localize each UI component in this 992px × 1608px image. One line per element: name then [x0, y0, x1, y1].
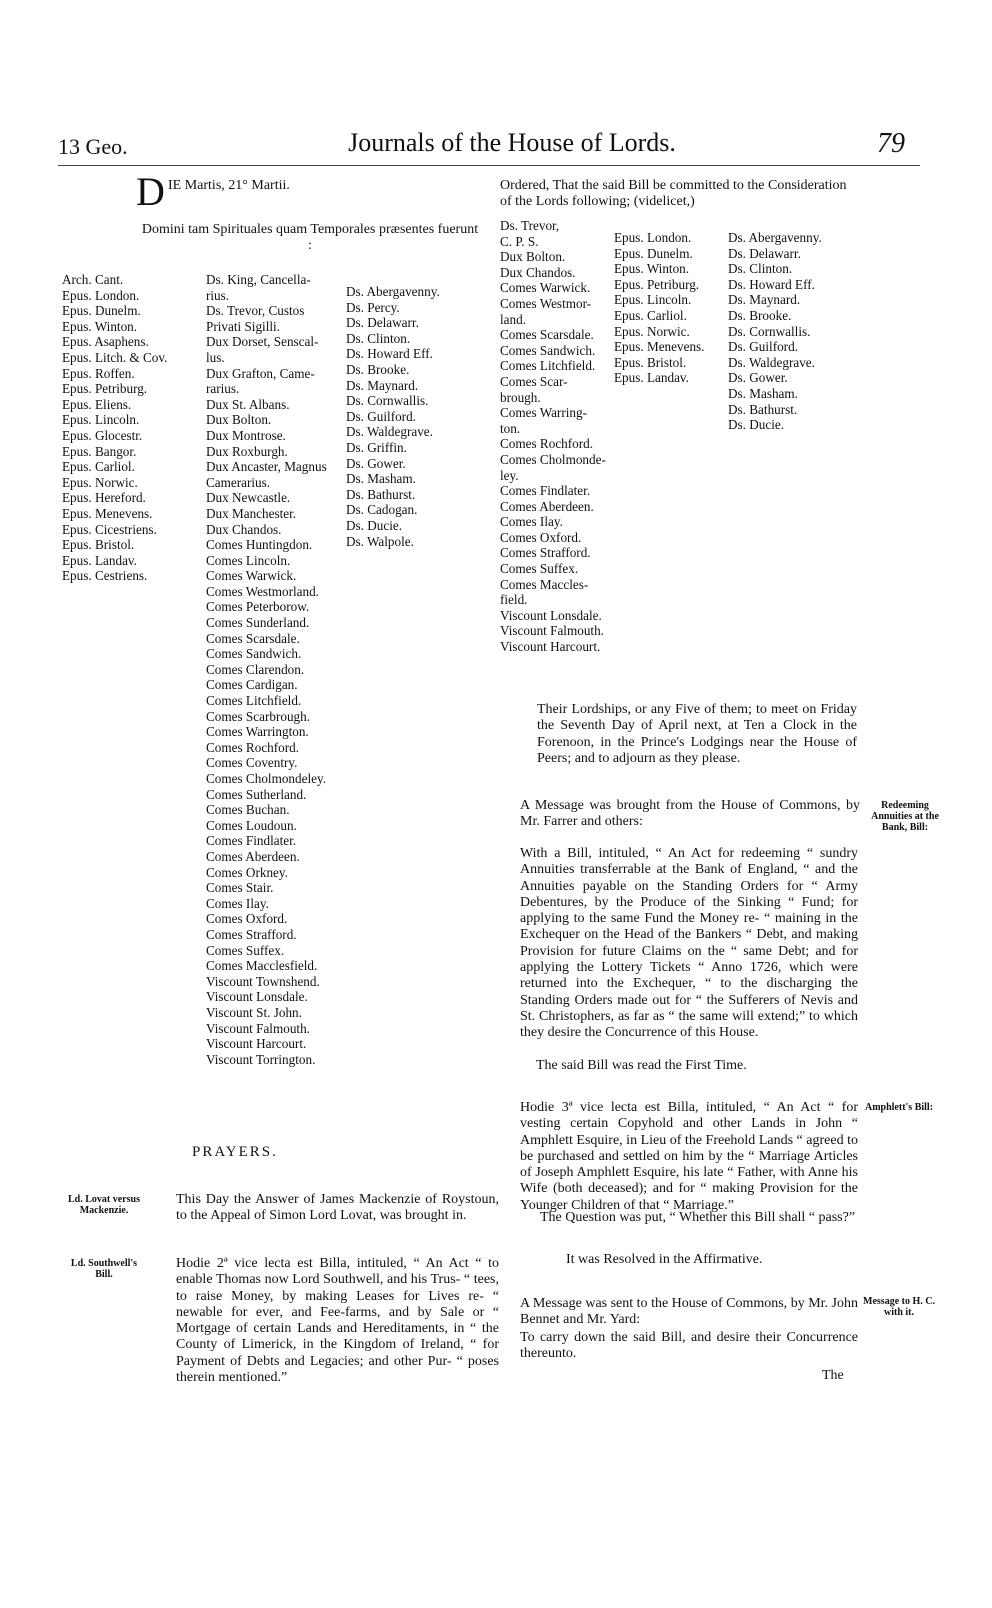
- list-item: Comes Warwick.: [500, 280, 591, 296]
- list-item: lus.: [206, 349, 225, 365]
- list-item: Ds. Guilford.: [728, 339, 798, 355]
- list-item: Ds. Masham.: [728, 385, 798, 401]
- list-item: Dux Ancaster, Magnus: [206, 459, 327, 475]
- header-rule: [58, 165, 920, 166]
- list-item: Ds. Trevor, Custos: [206, 303, 305, 319]
- list-item: Comes Westmor-: [500, 295, 592, 311]
- list-item: Comes Warwick.: [206, 568, 297, 584]
- list-item: Comes Scarsdale.: [500, 327, 594, 343]
- message-paragraph: A Message was brought from the House of Commons, by Mr. Farrer and others:: [520, 798, 860, 830]
- lordships-paragraph: Their Lordships, or any Five of them; to meet on Friday the Seventh Day of April next, at Ten a Clock in the Forenoon, in the Prince's Lodgings near the House of Peers; and to adjourn as they please.: [537, 702, 857, 766]
- list-item: Epus. Glocestr.: [62, 427, 143, 443]
- list-item: Comes Clarendon.: [206, 661, 305, 677]
- list-item: Viscount Townshend.: [206, 973, 320, 989]
- list-item: Comes Huntingdon.: [206, 537, 313, 553]
- list-item: Epus. Norwic.: [614, 323, 690, 339]
- list-item: Epus. London.: [62, 287, 140, 303]
- list-item: Viscount Falmouth.: [500, 623, 604, 639]
- list-item: Epus. Winton.: [614, 261, 690, 277]
- present-column-peers: [206, 272, 327, 1067]
- margin-note-redeeming: Redeeming Annuities at the Bank, Bill:: [871, 800, 939, 833]
- list-item: Dux Newcastle.: [206, 490, 291, 506]
- list-item: Comes Findlater.: [500, 483, 591, 499]
- list-item: Comes Cholmondeley.: [206, 771, 327, 786]
- list-item: Epus. Asaphens.: [62, 334, 149, 350]
- list-item: Ds. Trevor,: [500, 218, 560, 233]
- list-item: Ds. Maynard.: [728, 292, 801, 308]
- list-item: Epus. Landav.: [62, 552, 137, 568]
- margin-note-message: Message to H. C. with it.: [863, 1296, 935, 1318]
- message-sent-paragraph: A Message was sent to the House of Commons, by Mr. John Bennet and Mr. Yard:: [520, 1296, 858, 1328]
- list-item: Viscount Lonsdale.: [500, 607, 602, 623]
- list-item: Epus. Petriburg.: [614, 276, 700, 292]
- southwell-paragraph: Hodie 2ª vice lecta est Billa, intituled, “ An Act “ to enable Thomas now Lord Southwell, and his Trus- “ tees, to raise Money, by making Leases for Lives re- “ newable for ever, and Fee-farms, and by Sale or “ Mortgage of certain Lands and Hereditaments, in “ the County of Limerick, in the Kingdom of Ireland, “ for Payment of Debts and Legacies; and other Pur- “ poses therein mentioned.”: [176, 1256, 499, 1386]
- list-item: Ds. Abergavenny.: [346, 284, 440, 299]
- list-item: Ds. Howard Eff.: [346, 346, 433, 362]
- list-item: Dux Montrose.: [206, 427, 286, 443]
- list-item: Comes Oxford.: [500, 529, 582, 545]
- list-item: Comes Oxford.: [206, 911, 288, 927]
- page-title: Journals of the House of Lords.: [348, 128, 676, 157]
- list-item: Dux Dorset, Senscal-: [206, 334, 319, 350]
- date-line: IE Martis, 21° Martii.: [168, 178, 290, 193]
- list-item: Comes Scarsdale.: [206, 630, 300, 646]
- list-item: Privati Sigilli.: [206, 318, 281, 334]
- list-item: Ds. King, Cancella-: [206, 272, 311, 287]
- list-item: Ds. Cornwallis.: [728, 323, 811, 339]
- list-item: Epus. Dunelm.: [62, 303, 141, 319]
- list-item: Dux Bolton.: [500, 249, 566, 265]
- list-item: Comes Warrington.: [206, 724, 309, 740]
- catchword: The: [822, 1368, 844, 1383]
- list-item: Epus. Menevens.: [614, 339, 705, 355]
- list-item: Comes Sunderland.: [206, 615, 310, 631]
- present-column-bishops: [62, 272, 167, 584]
- list-item: Epus. Dunelm.: [614, 245, 693, 261]
- list-item: Epus. Petriburg.: [62, 381, 148, 397]
- list-item: Arch. Cant.: [62, 272, 124, 287]
- list-item: Epus. Bristol.: [614, 354, 687, 370]
- list-item: brough.: [500, 389, 541, 405]
- list-item: Ds. Percy.: [346, 299, 400, 315]
- list-item: Comes Litchfield.: [206, 693, 302, 709]
- list-item: Epus. London.: [614, 230, 692, 245]
- list-item: Ds. Waldegrave.: [346, 424, 433, 440]
- list-item: Comes Strafford.: [500, 545, 591, 561]
- list-item: Ds. Masham.: [346, 471, 416, 487]
- list-item: Comes Rochford.: [500, 436, 594, 452]
- list-item: Comes Cardigan.: [206, 677, 298, 693]
- list-item: Comes Coventry.: [206, 755, 298, 771]
- list-item: Ds. Maynard.: [346, 377, 419, 393]
- list-item: Comes Litchfield.: [500, 358, 596, 374]
- list-item: Epus. Carliol.: [62, 459, 135, 475]
- question-line: The Question was put, “ Whether this Bill shall “ pass?”: [540, 1210, 856, 1225]
- list-item: Dux Grafton, Came-: [206, 365, 315, 381]
- committee-column-barons: [728, 230, 822, 433]
- list-item: Ds. Abergavenny.: [728, 230, 822, 245]
- margin-note-lovat: Ld. Lovat versus Mackenzie.: [68, 1194, 140, 1216]
- list-item: rarius.: [206, 381, 240, 397]
- margin-note-amphlett: Amphlett's Bill:: [864, 1102, 934, 1113]
- list-item: Viscount Falmouth.: [206, 1020, 310, 1036]
- list-item: Comes Warring-: [500, 405, 587, 421]
- list-item: Ds. Delawarr.: [346, 315, 419, 331]
- margin-note-southwell: Ld. Southwell's Bill.: [70, 1258, 138, 1280]
- page-number: 79: [877, 128, 905, 159]
- list-item: Comes Peterborow.: [206, 599, 310, 615]
- list-item: Epus. Cestriens.: [62, 568, 148, 584]
- list-item: Epus. Norwic.: [62, 474, 138, 490]
- committee-column-bishops: [614, 230, 704, 386]
- list-item: Ds. Gower.: [346, 455, 406, 471]
- list-item: Comes Scar-: [500, 373, 568, 389]
- list-item: Dux Chandos.: [206, 521, 282, 537]
- list-item: Comes Sutherland.: [206, 786, 307, 802]
- present-heading: Domini tam Spirituales quam Temporales præsentes fuerunt :: [141, 222, 479, 253]
- list-item: Epus. Lincoln.: [614, 292, 692, 308]
- list-item: Comes Westmorland.: [206, 583, 319, 599]
- list-item: Dux Bolton.: [206, 412, 272, 428]
- list-item: ton.: [500, 420, 521, 436]
- list-item: Ds. Walpole.: [346, 533, 414, 549]
- list-item: Comes Suffex.: [206, 942, 285, 958]
- drop-cap: D: [136, 169, 165, 214]
- list-item: Comes Rochford.: [206, 739, 300, 755]
- list-item: Ds. Guilford.: [346, 408, 416, 424]
- list-item: Ds. Cadogan.: [346, 502, 418, 518]
- list-item: Ds. Brooke.: [728, 307, 792, 323]
- list-item: Comes Suffex.: [500, 561, 579, 577]
- carry-paragraph: To carry down the said Bill, and desire their Concurrence thereunto.: [520, 1330, 858, 1362]
- list-item: Ds. Delawarr.: [728, 245, 801, 261]
- list-item: Epus. Bristol.: [62, 537, 135, 553]
- list-item: Ds. Bathurst.: [728, 401, 798, 417]
- list-item: Comes Ilay.: [206, 895, 269, 911]
- list-item: Ds. Ducie.: [346, 517, 403, 533]
- list-item: Comes Stair.: [206, 880, 274, 896]
- list-item: Ds. Brooke.: [346, 361, 410, 377]
- prayers-heading: PRAYERS.: [192, 1144, 278, 1160]
- list-item: Comes Aberdeen.: [206, 848, 300, 864]
- header-regnal-year: 13 Geo.: [58, 134, 128, 159]
- list-item: Epus. Roffen.: [62, 365, 135, 381]
- list-item: Camerarius.: [206, 474, 271, 490]
- list-item: Epus. Bangor.: [62, 443, 137, 459]
- list-item: Ds. Bathurst.: [346, 486, 416, 502]
- list-item: field.: [500, 592, 528, 608]
- list-item: Epus. Litch. & Cov.: [62, 349, 168, 365]
- list-item: Ds. Cornwallis.: [346, 393, 429, 409]
- amphlett-paragraph: Hodie 3ª vice lecta est Billa, intituled, “ An Act “ for vesting certain Copyhold and other Lands in John “ Amphlett Esquire, in Lieu of the Freehold Lands “ agreed to be purchased and settled on him by the “ Marriage Articles of Joseph Amphlett Esquire, his late “ Father, with Anne his Wife (both deceased); and for “ making Provision for the Younger Children of that “ Marriage.”: [520, 1100, 858, 1213]
- list-item: rius.: [206, 287, 230, 303]
- list-item: ley.: [500, 467, 519, 483]
- list-item: Comes Orkney.: [206, 864, 288, 880]
- list-item: Comes Buchan.: [206, 802, 290, 818]
- committee-column-temporal: [500, 218, 606, 655]
- list-item: Ds. Waldegrave.: [728, 354, 815, 370]
- list-item: C. P. S.: [500, 233, 539, 249]
- list-item: Comes Findlater.: [206, 833, 297, 849]
- list-item: land.: [500, 311, 527, 327]
- list-item: Epus. Eliens.: [62, 396, 132, 412]
- list-item: Comes Ilay.: [500, 514, 563, 530]
- list-item: Ds. Howard Eff.: [728, 276, 815, 292]
- list-item: Comes Sandwich.: [206, 646, 302, 662]
- list-item: Epus. Lincoln.: [62, 412, 140, 428]
- list-item: Comes Aberdeen.: [500, 498, 594, 514]
- list-item: Epus. Menevens.: [62, 505, 153, 521]
- list-item: Comes Loudoun.: [206, 817, 297, 833]
- list-item: Viscount Harcourt.: [500, 639, 601, 655]
- list-item: Dux Roxburgh.: [206, 443, 288, 459]
- list-item: Comes Sandwich.: [500, 342, 596, 358]
- list-item: Ds. Gower.: [728, 370, 788, 386]
- list-item: Viscount Lonsdale.: [206, 989, 308, 1005]
- list-item: Viscount Torrington.: [206, 1051, 316, 1067]
- list-item: Ds. Clinton.: [728, 261, 793, 277]
- ordered-paragraph: Ordered, That the said Bill be committed to the Consideration of the Lords following; (videlicet,): [500, 178, 847, 209]
- read-first-line: The said Bill was read the First Time.: [536, 1058, 747, 1073]
- list-item: Epus. Landav.: [614, 370, 689, 386]
- list-item: Dux St. Albans.: [206, 396, 290, 412]
- list-item: Comes Macclesfield.: [206, 958, 318, 974]
- list-item: Ds. Clinton.: [346, 330, 411, 346]
- list-item: Viscount Harcourt.: [206, 1036, 307, 1052]
- list-item: Ds. Griffin.: [346, 439, 407, 455]
- list-item: Viscount St. John.: [206, 1004, 302, 1020]
- list-item: Epus. Carliol.: [614, 307, 687, 323]
- resolved-line: It was Resolved in the Affirmative.: [566, 1252, 763, 1267]
- list-item: Epus. Winton.: [62, 318, 138, 334]
- list-item: Comes Strafford.: [206, 926, 297, 942]
- list-item: Epus. Hereford.: [62, 490, 146, 506]
- list-item: Comes Maccles-: [500, 576, 589, 592]
- lovat-paragraph: This Day the Answer of James Mackenzie of Roystoun, to the Appeal of Simon Lord Lovat, was brought in.: [176, 1192, 499, 1224]
- list-item: Ds. Ducie.: [728, 417, 785, 433]
- list-item: Comes Scarbrough.: [206, 708, 311, 724]
- list-item: Dux Manchester.: [206, 505, 297, 521]
- list-item: Comes Cholmonde-: [500, 451, 606, 467]
- present-column-barons: [346, 284, 440, 549]
- list-item: Comes Lincoln.: [206, 552, 291, 568]
- list-item: Dux Chandos.: [500, 264, 576, 280]
- list-item: Epus. Cicestriens.: [62, 521, 157, 537]
- bill-paragraph: With a Bill, intituled, “ An Act for redeeming “ sundry Annuities transferrable at the Bank of England, “ and the Annuities payable on the Standing Orders for “ Army Debentures, by the Produce of the Sinking “ Fund; for applying to the same Fund the Money re- “ maining in the Exchequer on the Head of the Bankers “ Debt, and making Provision for future Claims on the “ same Debt; and for applying the Lottery Tickets “ Anno 1726, which were returned into the Exchequer, “ to the discharging the Standing Orders made out for “ the Sufferers of Nevis and St. Christophers, as far as “ the same will extend;” to which they desire the Concurrence of this House.: [520, 846, 858, 1041]
